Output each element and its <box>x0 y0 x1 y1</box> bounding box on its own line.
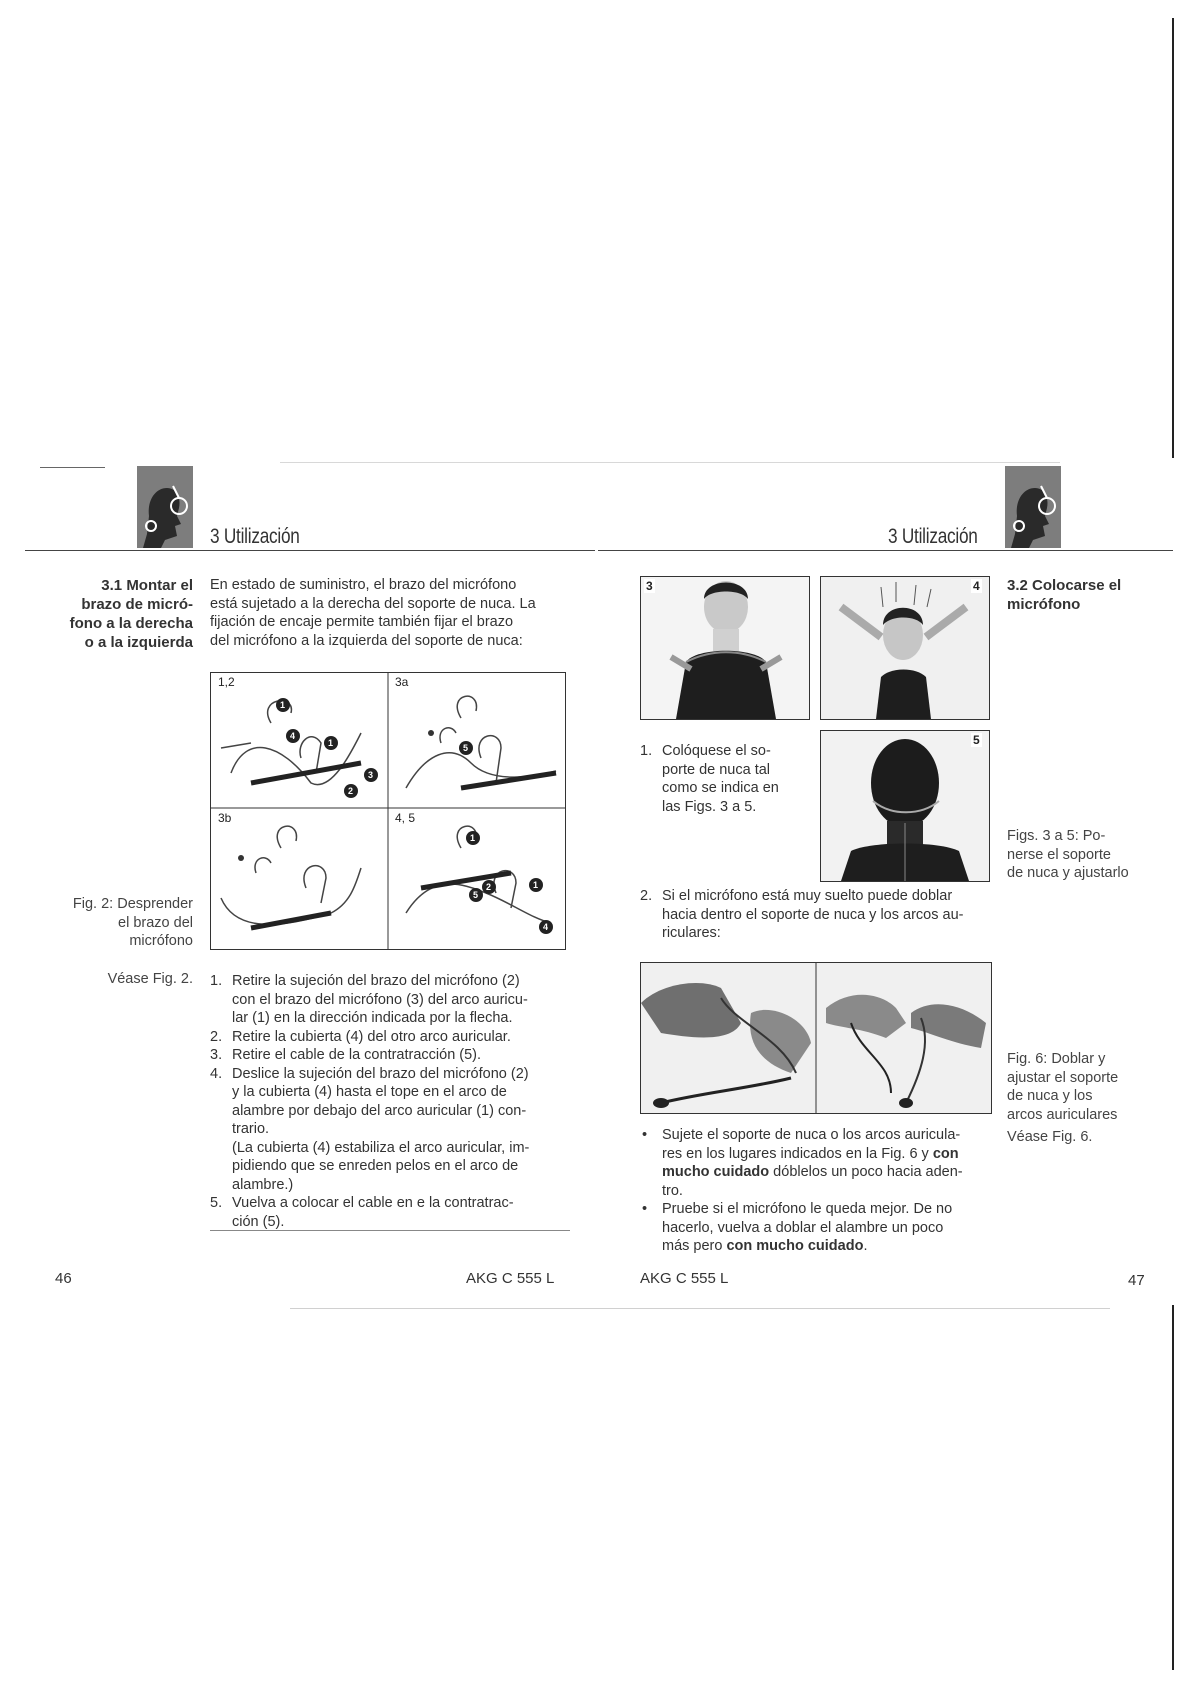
photo-5-drawing <box>821 731 989 881</box>
heading-line: o a la izquierda <box>84 634 193 651</box>
step-line: alambre.) <box>232 1176 294 1193</box>
svg-text:1: 1 <box>328 738 334 748</box>
heading-line: micrófono <box>1007 596 1081 613</box>
step-number: 1. <box>640 743 653 759</box>
caption-line: de nuca y los <box>1007 1088 1093 1104</box>
bullet-line: • Pruebe si el micrófono le queda mejor. De no <box>662 1201 953 1217</box>
step-number: 4. <box>210 1065 223 1082</box>
emphasis-text: con mucho cuidado <box>726 1238 864 1254</box>
fig6-caption <box>1007 1050 1157 1124</box>
figure-2-drawing <box>211 673 565 949</box>
photo-label: 3 <box>646 579 653 593</box>
step-line: Retire la sujeción del brazo del micrófono (2) <box>232 973 520 989</box>
footer-model-left: AKG C 555 L <box>466 1270 555 1287</box>
bullet-line: tro. <box>662 1182 683 1199</box>
bullet-line: • Sujete el soporte de nuca o los arcos auricula- <box>662 1127 961 1143</box>
photo-6-drawing <box>641 963 991 1113</box>
svg-text:1: 1 <box>280 700 286 710</box>
step-item <box>210 1194 570 1231</box>
photo-label: 5 <box>973 733 980 747</box>
right-header-rule <box>598 550 1173 551</box>
page-number-right: 47 <box>1128 1272 1145 1289</box>
caption-line: Fig. 2: Desprender <box>72 896 193 912</box>
caption-line: nerse el soporte <box>1007 846 1111 863</box>
faint-scan-line <box>280 462 1060 463</box>
bullet-text: . <box>863 1238 868 1254</box>
figs3-5-caption <box>1007 827 1157 883</box>
step-number: 2. <box>210 1028 223 1045</box>
step1-block <box>640 742 812 816</box>
svg-text:4: 4 <box>543 922 549 932</box>
step-number: 5. <box>210 1195 223 1211</box>
step-line: Retire el cable de la contratracción (5). <box>232 1047 482 1063</box>
right-edge-rule-bottom <box>1172 1305 1174 1670</box>
intro-paragraph <box>210 576 570 650</box>
step-line: pidiendo que se enreden pelos en el arco de <box>232 1158 519 1174</box>
fig2-panel-label: 3a <box>395 675 409 689</box>
step-item <box>210 972 570 1028</box>
bullet-line <box>662 1145 1000 1164</box>
chapter-title-right: 3 Utilización <box>888 525 978 548</box>
svg-text:2: 2 <box>486 882 492 892</box>
bullet-line <box>662 1163 1000 1182</box>
heading-line: brazo de micró- <box>81 596 193 613</box>
svg-text:5: 5 <box>463 743 469 753</box>
step-item <box>640 742 812 816</box>
page-number-left: 46 <box>55 1270 72 1287</box>
step-line: Colóquese el so- <box>662 743 771 759</box>
step-line: Vuelva a colocar el cable en e la contratrac- <box>232 1195 514 1211</box>
bullet-line <box>662 1237 1000 1256</box>
step-line: riculares: <box>662 925 721 941</box>
text-line: En estado de suministro, el brazo del micrófono <box>210 577 517 593</box>
footer-model-right: AKG C 555 L <box>640 1270 729 1287</box>
svg-text:3: 3 <box>368 770 374 780</box>
bullet-text: res en los lugares indicados en la Fig. 6 y <box>662 1145 933 1162</box>
left-header-rule <box>25 550 595 551</box>
step-line: porte de nuca tal <box>662 761 771 778</box>
photo-3-drawing <box>641 577 809 719</box>
right-edge-rule-top <box>1172 18 1174 458</box>
step-line: Si el micrófono está muy suelto puede doblar <box>662 888 953 904</box>
caption-line: arcos auriculares <box>1007 1106 1118 1123</box>
heading-line: 3.1 Montar el <box>101 577 193 594</box>
top-short-rule <box>40 467 105 468</box>
chapter-title-left: 3 Utilización <box>210 525 300 548</box>
caption-line: de nuca y ajustarlo <box>1007 865 1129 881</box>
text-line: del micrófono a la izquierda del soporte de nuca: <box>210 632 523 649</box>
caption-line: Fig. 6: Doblar y <box>1007 1051 1106 1067</box>
step-line: Deslice la sujeción del brazo del micrófono (2) <box>232 1065 529 1082</box>
photo-label: 4 <box>973 579 980 593</box>
figure-2-grid <box>210 672 566 950</box>
step-line: alambre por debajo del arco auricular (1) con- <box>232 1102 527 1119</box>
emphasis-text: mucho cuidado <box>662 1164 770 1180</box>
step-line: como se indica en <box>662 780 779 796</box>
bullet-list <box>640 1126 1000 1256</box>
step-item <box>210 1028 570 1047</box>
heading-line: fono a la derecha <box>69 615 193 632</box>
step-line: hacia dentro el soporte de nuca y los arcos au- <box>662 906 964 923</box>
heading-line: 3.2 Colocarse el <box>1007 577 1122 594</box>
step2-block <box>640 887 1000 943</box>
step-line: (La cubierta (4) estabiliza el arco auricular, im- <box>232 1139 530 1156</box>
caption-line: Figs. 3 a 5: Po- <box>1007 828 1106 844</box>
bullet-item <box>640 1200 1000 1256</box>
emphasis-text: con <box>932 1145 959 1162</box>
caption-line: ajustar el soporte <box>1007 1069 1119 1086</box>
step-line: ción (5). <box>232 1213 285 1230</box>
photo-fig-4 <box>820 576 990 720</box>
bullet-text: dóblelos un poco hacia aden- <box>769 1164 963 1180</box>
caption-line: el brazo del <box>118 914 193 931</box>
step-line: y la cubierta (4) hasta el tope en el arco de <box>232 1084 507 1100</box>
step-item <box>640 887 1000 943</box>
step-line: las Figs. 3 a 5. <box>662 798 757 815</box>
photo-4-drawing <box>821 577 989 719</box>
step-number: 3. <box>210 1047 223 1063</box>
steps-list <box>210 972 570 1231</box>
svg-text:5: 5 <box>473 890 479 900</box>
svg-text:1: 1 <box>533 880 539 890</box>
step-number: 2. <box>640 888 653 904</box>
see-fig-6: Véase Fig. 6. <box>1007 1129 1093 1145</box>
bullet-text: más pero <box>662 1238 727 1254</box>
svg-text:4: 4 <box>290 731 296 741</box>
steps-end-rule <box>210 1230 570 1231</box>
text-line: está sujetado a la derecha del soporte de nuca. La <box>210 595 536 612</box>
fig2-caption <box>40 895 193 951</box>
photo-fig-5 <box>820 730 990 882</box>
photo-fig-6 <box>640 962 992 1114</box>
faint-scan-line-bottom <box>290 1308 1110 1309</box>
section-heading-3-2 <box>1007 576 1157 614</box>
headset-head-icon <box>137 466 193 548</box>
svg-text:2: 2 <box>348 786 354 796</box>
step-line: con el brazo del micrófono (3) del arco auricu- <box>232 991 528 1008</box>
bullet-line: hacerlo, vuelva a doblar el alambre un poco <box>662 1219 944 1236</box>
step-item <box>210 1046 570 1065</box>
section-heading-3-1 <box>40 576 193 652</box>
fig2-panel-label: 3b <box>218 811 232 825</box>
fig2-panel-label: 1,2 <box>218 675 235 689</box>
see-fig-2: Véase Fig. 2. <box>107 971 193 987</box>
text-line: fijación de encaje permite también fijar el brazo <box>210 614 514 630</box>
step-line: Retire la cubierta (4) del otro arco auricular. <box>232 1028 511 1045</box>
step-item <box>210 1065 570 1195</box>
photo-fig-3 <box>640 576 810 720</box>
svg-text:1: 1 <box>470 833 476 843</box>
headset-head-icon-right <box>1005 466 1061 548</box>
step-line: lar (1) en la dirección indicada por la flecha. <box>232 1010 513 1026</box>
step-line: trario. <box>232 1121 270 1137</box>
caption-line: micrófono <box>129 933 193 949</box>
fig2-panel-label: 4, 5 <box>395 811 416 825</box>
step-number: 1. <box>210 973 223 989</box>
bullet-item <box>640 1126 1000 1200</box>
